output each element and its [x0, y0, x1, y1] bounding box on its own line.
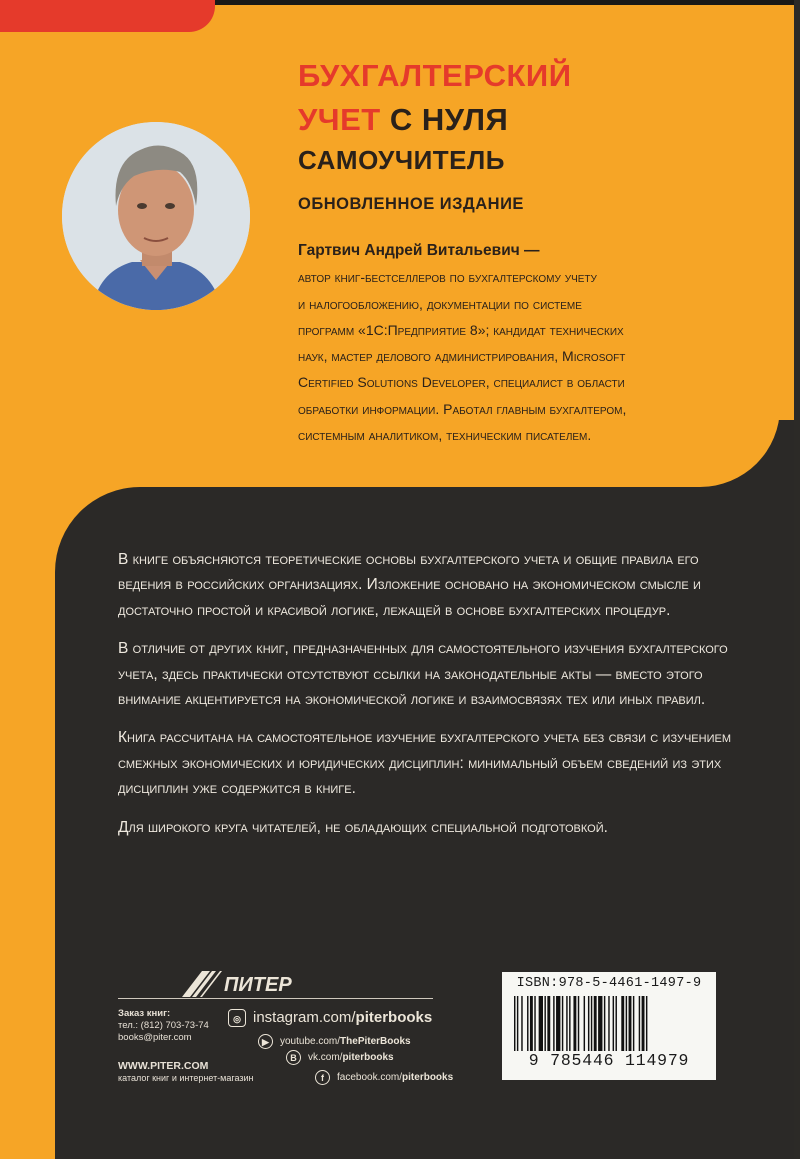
description-paragraph: В книге объясняются теоретические основы бухгалтерского учета и общие правила его ведения в российских организациях. Изложение основано на экономическом смысле и достаточно простой и красивой логике, лежащей в основе бухгалтерских процедур.: [118, 551, 701, 619]
facebook-prefix: facebook.com/: [337, 1072, 403, 1084]
book-description: [118, 547, 738, 853]
author-bio-line: Certified Solutions Developer, специалист в области: [298, 374, 625, 391]
publisher-logo: [180, 969, 330, 999]
facebook-icon: f: [315, 1070, 330, 1085]
vk-handle: piterbooks: [342, 1052, 394, 1064]
top-edge: [215, 0, 800, 5]
author-bio-line: наук, мастер делового администрирования, Microsoft: [298, 348, 626, 365]
order-email: books@piter.com: [118, 1032, 192, 1043]
divider: [118, 998, 433, 999]
description-paragraph: Книга рассчитана на самостоятельное изучение бухгалтерского учета без связи с изучением смежных экономических и юридических дисциплин: минимальный объем сведений из этих дисциплин уже содержится в книге.: [118, 729, 731, 798]
youtube-icon: ▶: [258, 1034, 273, 1049]
vk-icon: B: [286, 1050, 301, 1065]
author-bio-line: и налогообложению, документации по системе: [298, 295, 582, 312]
title-word-s-nulya: С НУЛЯ: [389, 102, 509, 137]
book-title-line1: БУХГАЛТЕРСКИЙ: [298, 58, 572, 93]
order-label: Заказ книг:: [118, 1008, 171, 1019]
vk-prefix: vk.com/: [308, 1052, 343, 1064]
youtube-prefix: youtube.com/: [280, 1036, 341, 1048]
author-block: [298, 238, 738, 448]
title-word-uchet: УЧЕТ: [298, 102, 381, 137]
description-paragraph: Для широкого круга читателей, не обладающих специальной подготовкой.: [118, 818, 608, 836]
order-contacts: [118, 1008, 209, 1044]
author-bio-line: системным аналитиком, техническим писателем.: [298, 427, 592, 444]
author-name: Гартвич Андрей Витальевич —: [298, 242, 540, 259]
youtube-handle: ThePiterBooks: [340, 1036, 411, 1048]
isbn-barcode: [502, 972, 716, 1080]
publisher-logo-text: ПИТЕР: [224, 974, 292, 996]
red-corner-accent: [0, 0, 215, 32]
edition-label: ОБНОВЛЕННОЕ ИЗДАНИЕ: [298, 195, 524, 213]
author-portrait: [62, 122, 250, 310]
isbn-text: ISBN:978-5-4461-1497-9: [516, 976, 702, 991]
instagram-prefix: instagram.com/: [253, 1009, 356, 1026]
author-bio-line: программ «1С:Предприятие 8»; кандидат технических: [298, 321, 624, 338]
instagram-link[interactable]: [228, 1009, 432, 1027]
description-paragraph: В отличие от других книг, предназначенных для самостоятельного изучения бухгалтерского учета, здесь практически отсутствуют ссылки на законодательные акты — вместо этого внимание акцентируется на экономической логике и взаимосвязях тех или иных правил.: [118, 640, 728, 709]
website-caption: каталог книг и интернет-магазин: [118, 1073, 254, 1083]
instagram-icon: ◎: [228, 1009, 246, 1027]
order-phone: тел.: (812) 703-73-74: [118, 1020, 209, 1031]
website-url: WWW.PITER.COM: [118, 1060, 209, 1072]
barcode-digits: 9 785446 114979: [502, 1051, 716, 1073]
book-subtitle: САМОУЧИТЕЛЬ: [298, 145, 505, 175]
facebook-link[interactable]: [315, 1070, 453, 1085]
facebook-handle: piterbooks: [402, 1072, 454, 1084]
book-title-line2: [298, 102, 508, 138]
vk-link[interactable]: [286, 1050, 394, 1065]
author-bio-line: обработки информации. Работал главным бухгалтером,: [298, 400, 627, 417]
instagram-handle: piterbooks: [355, 1009, 433, 1026]
website-block: [118, 1060, 254, 1084]
youtube-link[interactable]: [258, 1034, 411, 1049]
author-bio-line: автор книг-бестселлеров по бухгалтерскому учету: [298, 269, 597, 286]
right-edge: [794, 0, 800, 1159]
